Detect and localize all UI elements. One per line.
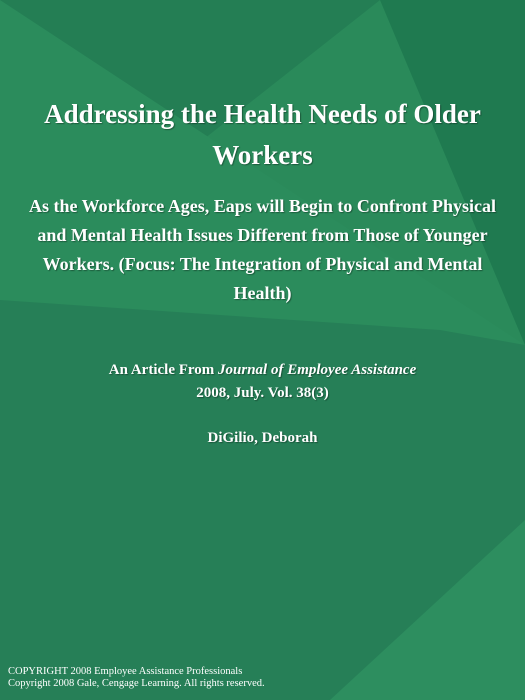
article-source <box>30 359 495 405</box>
author-name: DiGilio, Deborah <box>207 430 318 446</box>
copyright-line-1: COPYRIGHT 2008 Employee Assistance Professionals <box>8 666 243 677</box>
journal-name: Journal of Employee Assistance <box>218 362 417 378</box>
source-prefix: An Article From <box>108 362 219 378</box>
cover-title: Addressing the Health Needs of Older Workers <box>44 99 481 170</box>
issue-info: 2008, July. Vol. 38(3) <box>196 385 329 401</box>
copyright-line-2: Copyright 2008 Gale, Cengage Learning. All rights reserved. <box>8 678 265 689</box>
copyright-notice <box>8 666 508 690</box>
cover-subtitle: As the Workforce Ages, Eaps will Begin to Confront Physical and Mental Health Issues Different from Those of Younger Workers. (Focus: The Integration of Physical and Mental Health) <box>28 196 496 303</box>
